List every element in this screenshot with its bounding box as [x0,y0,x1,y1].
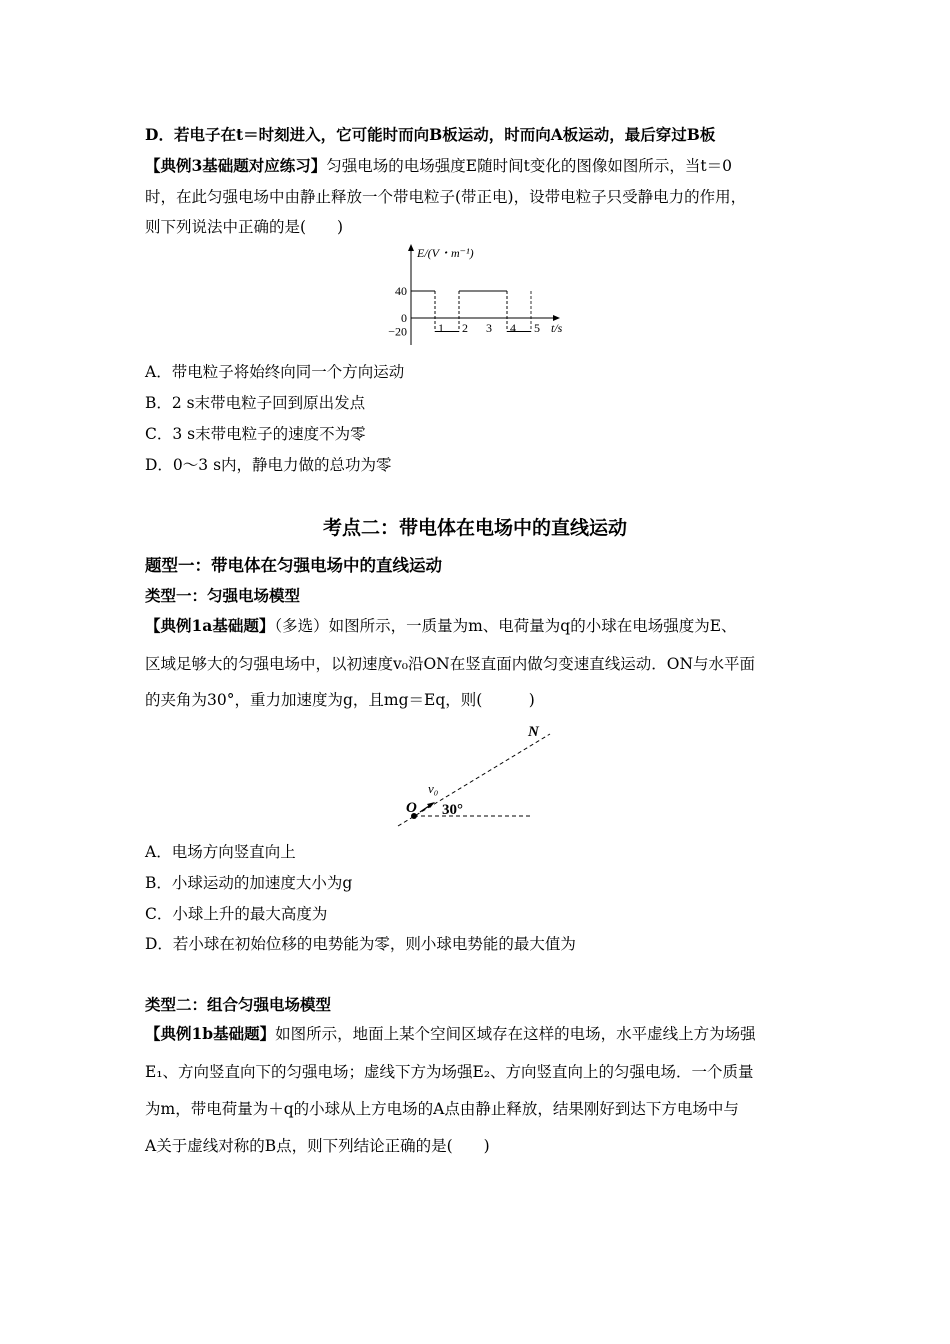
example-3-line-2: 时，在此匀强电场中由静止释放一个带电粒子(带正电)，设带电粒子只受静电力的作用， [145,188,747,206]
example-1a-line-3: 的夹角为30°，重力加速度为g，且mg＝Eq，则( ) [145,691,535,709]
example-1b-line-3: 为m，带电荷量为＋q的小球从上方电场的A点由静止释放，结果刚好到达下方电场中与 [145,1100,739,1118]
example-3-option-a: A．带电粒子将始终向同一个方向运动 [145,363,405,381]
example-3-tag: 【典例3基础题对应练习】 [145,156,327,175]
example-1a-line-1 [145,616,737,636]
example-1a-text-1: （多选）如图所示，一质量为m、电荷量为q的小球在电场强度为E、 [274,617,737,635]
example-1a-line-2: 区域足够大的匀强电场中，以初速度v₀沿ON在竖直面内做匀变速直线运动．ON与水平面 [145,655,756,673]
example-1b-line-1 [145,1024,756,1044]
example-1b-text-1: 如图所示，地面上某个空间区域存在这样的电场，水平虚线上方为场强 [275,1025,756,1043]
example-1a-option-b: B．小球运动的加速度大小为g [145,874,353,892]
label-v0: v₀ [428,781,439,796]
x-tick-label: 2 [462,321,468,335]
e-t-chart [375,240,580,350]
example-3-option-b: B．2 s末带电粒子回到原出发点 [145,394,366,412]
example-3-line-1 [145,156,732,176]
type-1-heading: 类型一：匀强电场模型 [145,587,301,605]
y-tick-label: −20 [388,324,407,339]
label-angle: 30° [442,802,463,818]
prev-question-option-d: D．若电子在t＝时刻进入，它可能时而向B板运动，时而向A板运动，最后穿过B板 [145,125,716,144]
x-tick-label: 1 [438,321,444,335]
x-tick-label: 4 [510,321,516,335]
x-tick-label: 5 [534,321,540,335]
label-o: O [406,800,417,816]
y-tick-label: 40 [395,284,407,298]
on-diagram [390,718,570,833]
example-1a-option-c: C．小球上升的最大高度为 [145,905,328,923]
example-1b-line-4: A关于虚线对称的B点，则下列结论正确的是( ) [145,1137,490,1155]
topic-heading: 题型一：带电体在匀强电场中的直线运动 [145,556,442,575]
label-n: N [528,724,539,740]
example-3-option-d: D．0～3 s内，静电力做的总功为零 [145,456,392,474]
section-title: 考点二：带电体在电场中的直线运动 [322,517,627,539]
y-axis-arrow [408,244,414,251]
example-1a-tag: 【典例1a基础题】 [145,616,275,635]
example-1b-line-2: E₁、方向竖直向下的匀强电场；虚线下方为场强E₂、方向竖直向上的匀强电场．一个质量 [145,1063,754,1081]
example-3-text-1: 匀强电场的电场强度E随时间t变化的图像如图所示，当t＝0 [326,157,732,175]
example-3-option-c: C．3 s末带电粒子的速度不为零 [145,425,366,443]
example-1a-option-a: A．电场方向竖直向上 [145,843,296,861]
y-axis-label: E/(V・m⁻¹) [417,246,474,260]
type-2-heading: 类型二：组合匀强电场模型 [145,996,332,1014]
y-tick-label: 0 [401,311,407,325]
example-3-line-3: 则下列说法中正确的是( ) [145,218,344,236]
x-axis-label: t/s [551,321,563,335]
example-1a-option-d: D．若小球在初始位移的电势能为零，则小球电势能的最大值为 [145,935,576,953]
x-tick-label: 3 [486,321,492,335]
example-1b-tag: 【典例1b基础题】 [145,1024,276,1043]
